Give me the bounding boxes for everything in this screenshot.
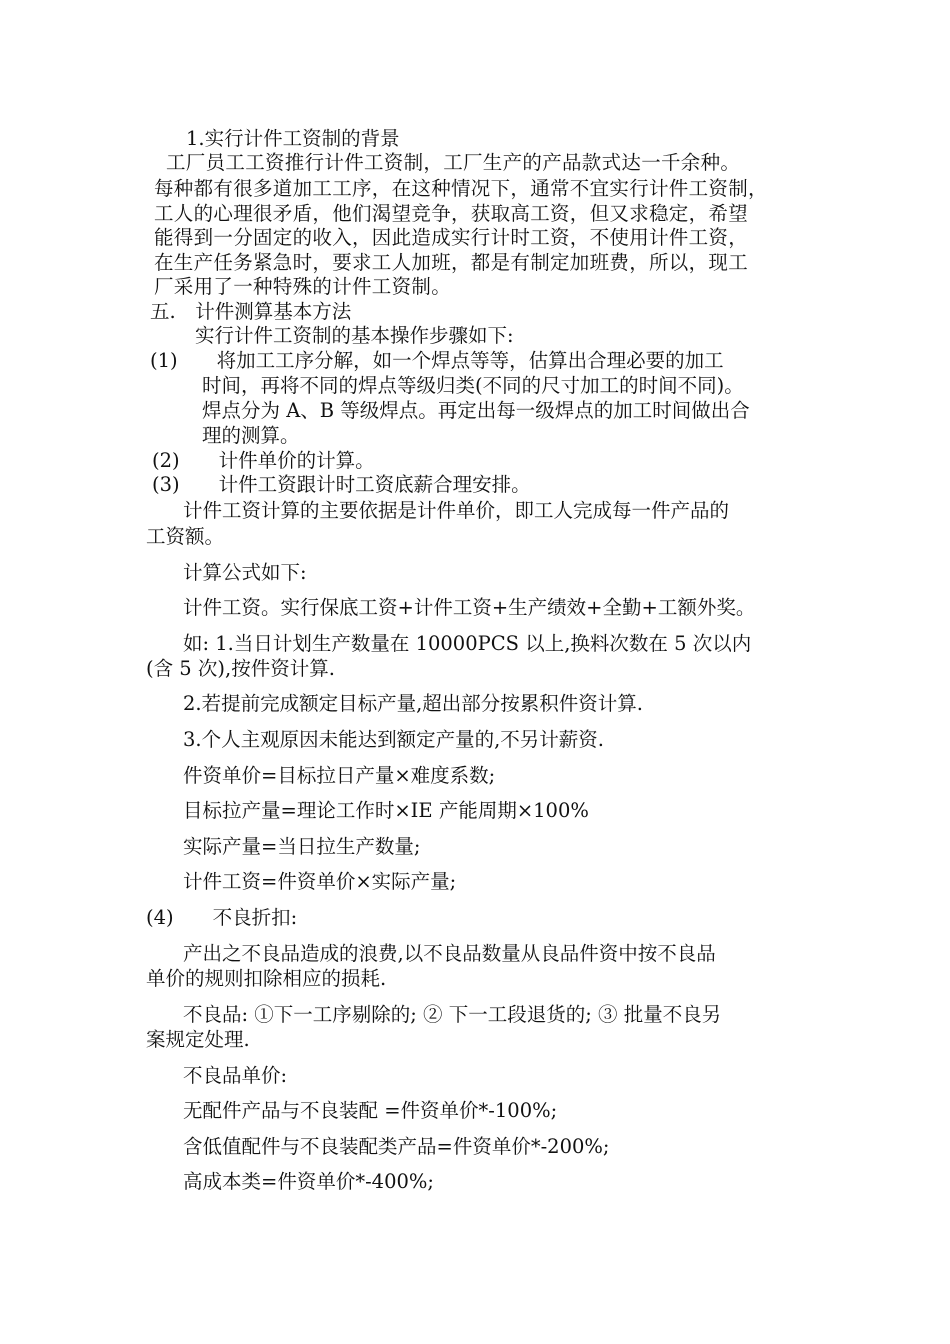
formula-line: 含低值配件与不良装配类产品=件资单价*-200%; bbox=[183, 1135, 610, 1158]
heading-background: 1.实行计件工资制的背景 bbox=[186, 127, 400, 150]
paragraph-line: 每种都有很多道加工工序，在这种情况下，通常不宜实行计件工资制， bbox=[154, 177, 768, 200]
paragraph-line: 案规定处理. bbox=[146, 1028, 250, 1051]
paragraph-line: 不良品: ①下一工序剔除的; ② 下一工段退货的; ③ 批量不良另 bbox=[183, 1003, 722, 1026]
paragraph-line: 2.若提前完成额定目标产量,超出部分按累积件资计算. bbox=[183, 692, 644, 715]
formula-line: 高成本类=件资单价*-400%; bbox=[183, 1170, 434, 1193]
paragraph-line: 计件工资。实行保底工资+计件工资+生产绩效+全勤+工额外奖。 bbox=[183, 596, 756, 619]
paragraph-line: 计件工资计算的主要依据是计件单价，即工人完成每一件产品的 bbox=[183, 499, 730, 522]
formula-line: 计件工资=件资单价×实际产量; bbox=[183, 870, 457, 893]
section-heading: 五. 计件测算基本方法 bbox=[150, 300, 352, 323]
list-item-3: (3) 计件工资跟计时工资底薪合理安排。 bbox=[152, 473, 531, 496]
paragraph-line: 实行计件工资制的基本操作步骤如下: bbox=[195, 324, 514, 347]
formula-line: 无配件产品与不良装配 =件资单价*-100%; bbox=[183, 1099, 558, 1122]
list-item-1: (1) 将加工工序分解，如一个焊点等等，估算出合理必要的加工 bbox=[150, 349, 724, 372]
formula-line: 实际产量=当日拉生产数量; bbox=[183, 835, 421, 858]
list-item-4: (4) 不良折扣: bbox=[146, 906, 298, 929]
list-item-1-cont: 焊点分为 A、B 等级焊点。再定出每一级焊点的加工时间做出合 bbox=[202, 399, 750, 422]
formula-line: 件资单价=目标拉日产量×难度系数; bbox=[183, 764, 496, 787]
formula-line: 目标拉产量=理论工作时×IE 产能周期×100% bbox=[183, 799, 589, 822]
paragraph-line: 能得到一分固定的收入，因此造成实行计时工资，不使用计件工资， bbox=[154, 226, 749, 249]
paragraph-line: 单价的规则扣除相应的损耗. bbox=[146, 967, 387, 990]
paragraph-line: 3.个人主观原因未能达到额定产量的,不另计薪资. bbox=[183, 728, 605, 751]
paragraph-line: 产出之不良品造成的浪费,以不良品数量从良品件资中按不良品 bbox=[183, 942, 716, 965]
paragraph-line: 工资额。 bbox=[146, 525, 225, 548]
list-item-1-cont: 理的测算。 bbox=[202, 424, 300, 447]
list-item-2: (2) 计件单价的计算。 bbox=[152, 449, 375, 472]
paragraph-line: 工厂员工工资推行计件工资制，工厂生产的产品款式达一千余种。 bbox=[166, 151, 741, 174]
paragraph-line: 计算公式如下: bbox=[183, 561, 307, 584]
paragraph-line: 在生产任务紧急时，要求工人加班，都是有制定加班费，所以，现工 bbox=[154, 251, 749, 274]
list-item-1-cont: 时间，再将不同的焊点等级归类(不同的尺寸加工的时间不同)。 bbox=[202, 374, 744, 397]
paragraph-line: 厂采用了一种特殊的计件工资制。 bbox=[154, 275, 452, 298]
paragraph-line: (含 5 次),按件资计算. bbox=[146, 657, 335, 680]
paragraph-line: 工人的心理很矛盾，他们渴望竞争，获取高工资，但又求稳定，希望 bbox=[154, 202, 749, 225]
paragraph-line: 不良品单价: bbox=[183, 1064, 288, 1087]
paragraph-line: 如: 1.当日计划生产数量在 10000PCS 以上,换料次数在 5 次以内 bbox=[183, 632, 752, 655]
